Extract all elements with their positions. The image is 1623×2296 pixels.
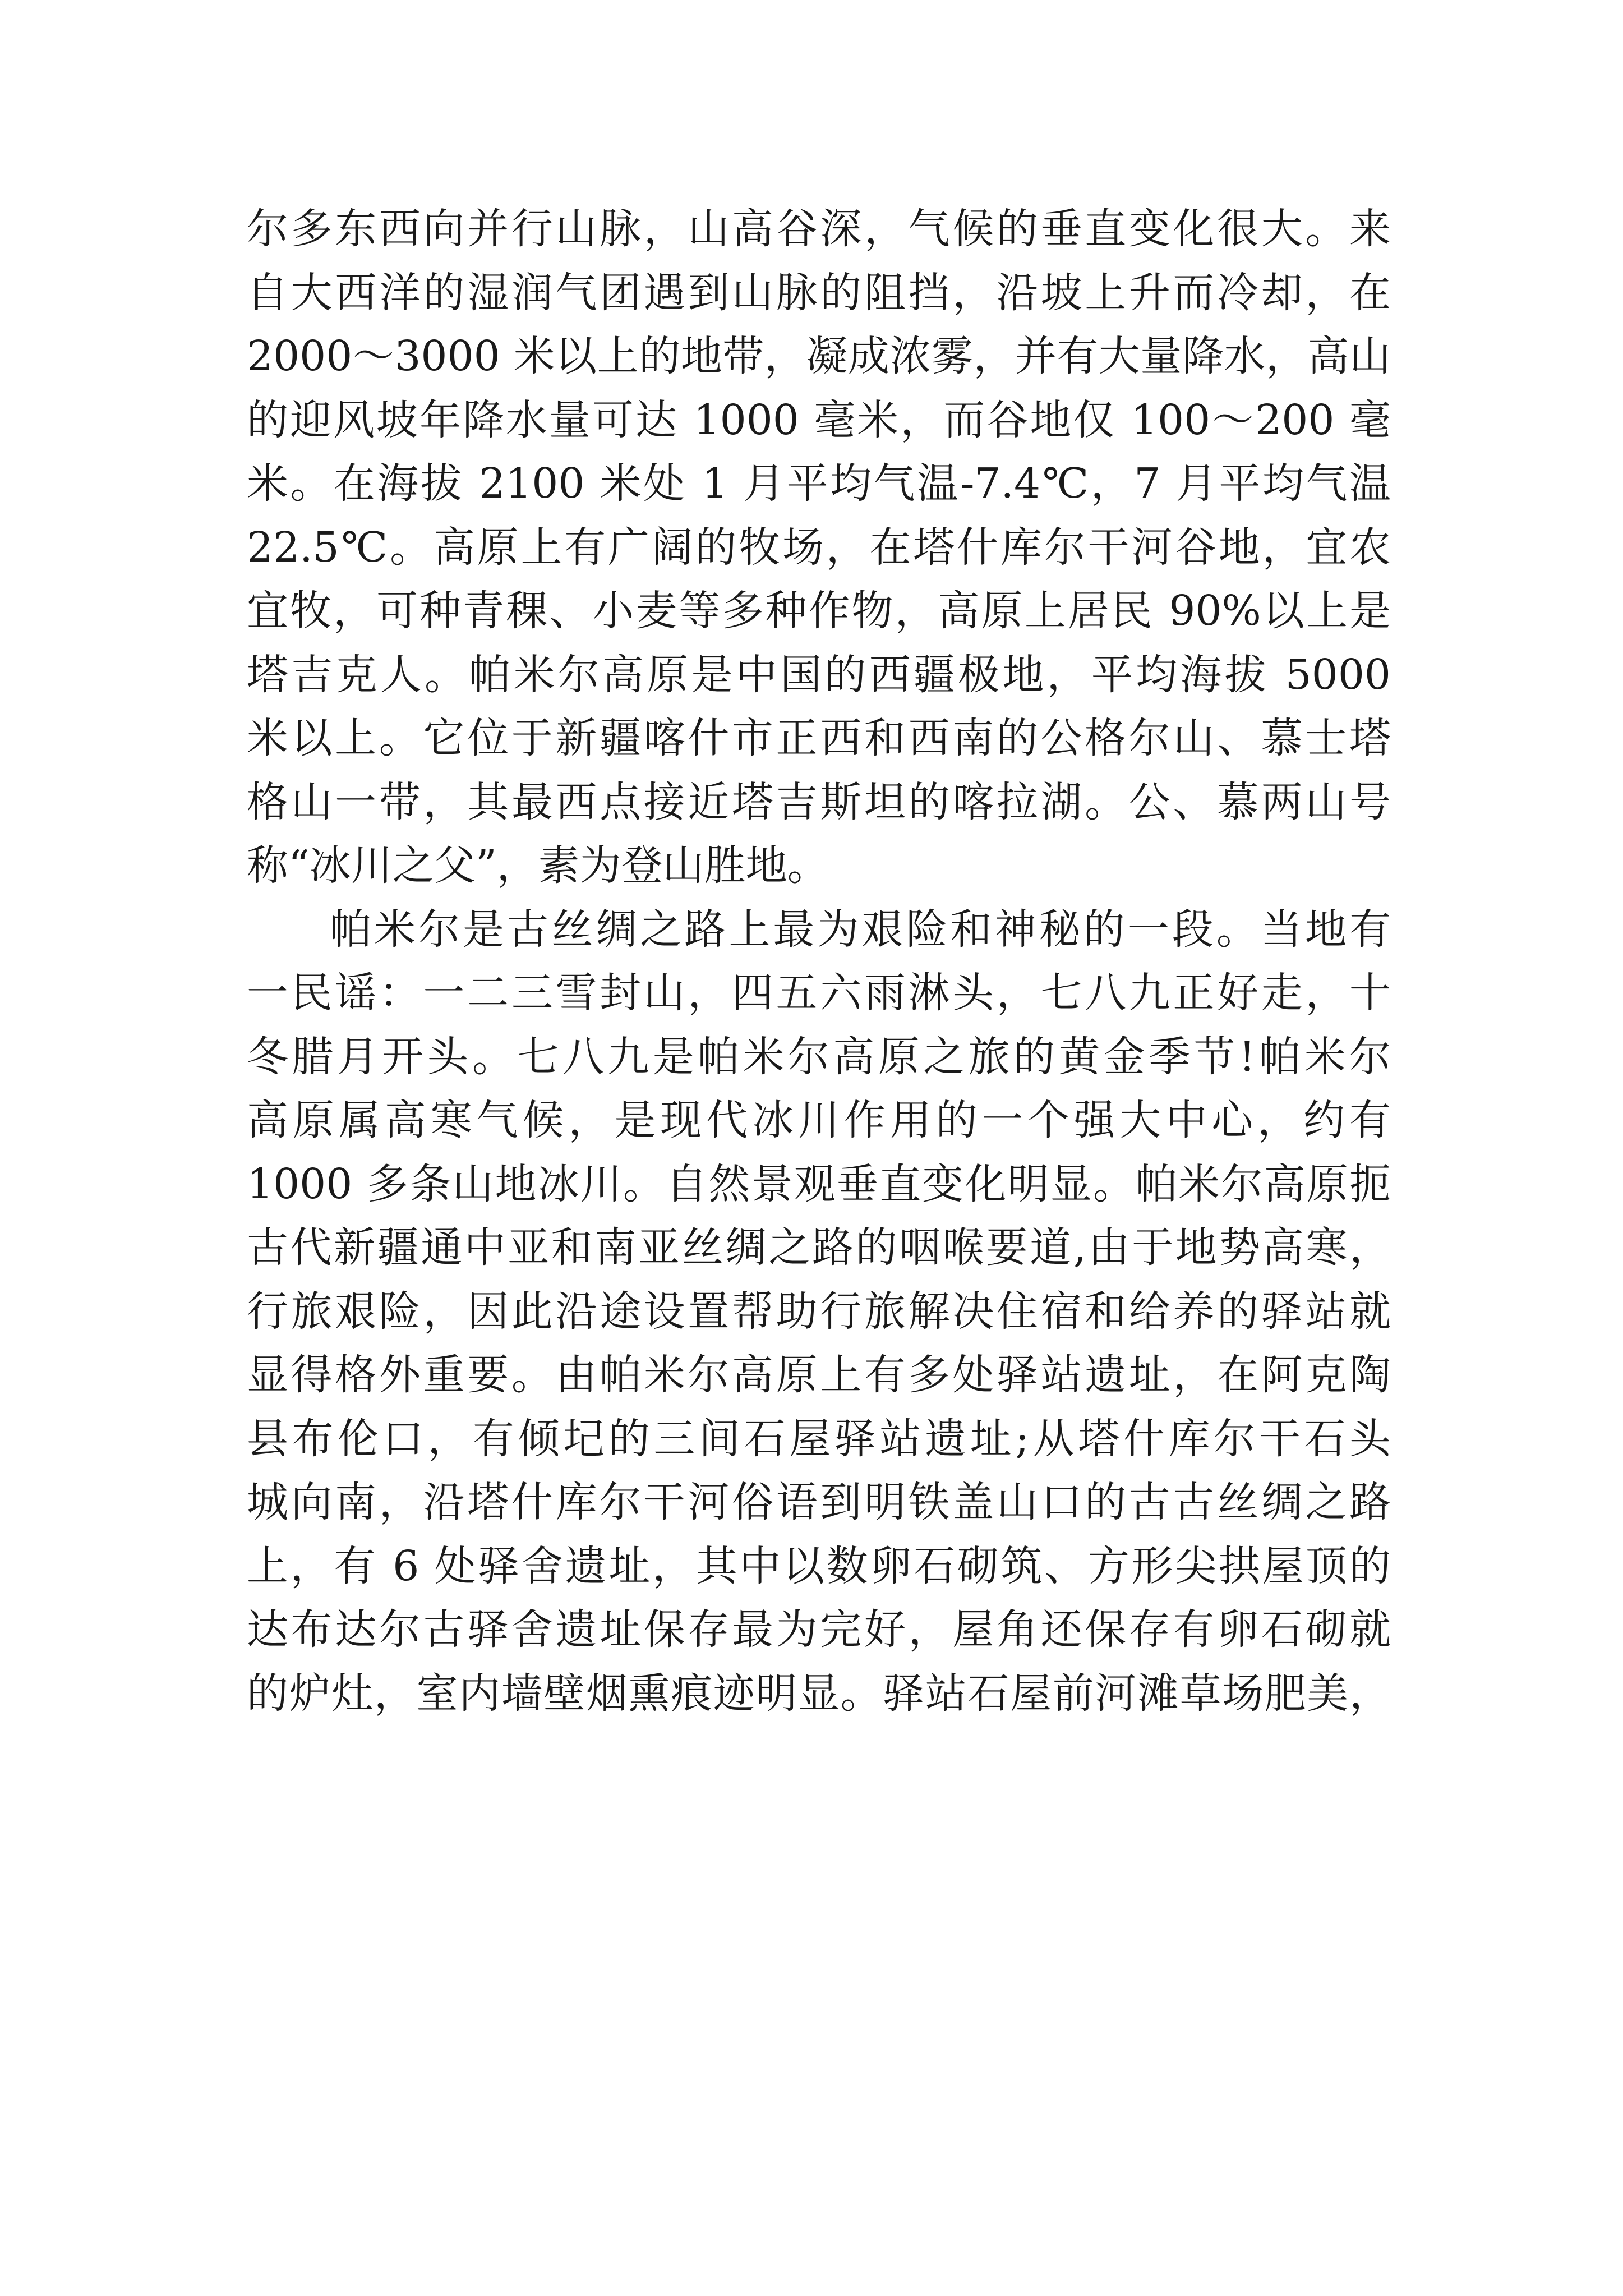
text-line: 米。在海拔 2100 米处 1 月平均气温-7.4℃，7 月平均气温 — [247, 459, 1391, 508]
text-line: 米以上。它位于新疆喀什市正西和西南的公格尔山、慕士塔 — [247, 714, 1391, 762]
text-line: 塔吉克人。帕米尔高原是中国的西疆极地，平均海拔 5000 — [247, 650, 1391, 699]
text-line: 尔多东西向并行山脉，山高谷深，气候的垂直变化很大。来 — [247, 205, 1391, 253]
text-line: 古代新疆通中亚和南亚丝绸之路的咽喉要道,由于地势高寒， — [247, 1223, 1391, 1272]
text-line: 称“冰川之父”，素为登山胜地。 — [247, 841, 829, 890]
text-line: 冬腊月开头。七八九是帕米尔高原之旅的黄金季节!帕米尔 — [247, 1032, 1391, 1081]
text-line: 自大西洋的湿润气团遇到山脉的阻挡，沿坡上升而冷却，在 — [247, 268, 1391, 317]
text-line: 22.5℃。高原上有广阔的牧场，在塔什库尔干河谷地，宜农 — [247, 523, 1391, 572]
text-line: 行旅艰险，因此沿途设置帮助行旅解决住宿和给养的驿站就 — [247, 1287, 1391, 1336]
paragraph-2 — [247, 898, 1391, 1726]
paragraph-1 — [247, 197, 1391, 898]
text-line: 一民谣：一二三雪封山，四五六雨淋头，七八九正好走，十 — [247, 969, 1391, 1017]
text-line: 的炉灶，室内墙壁烟熏痕迹明显。驿站石屋前河滩草场肥美， — [247, 1669, 1391, 1718]
text-line: 城向南，沿塔什库尔干河俗语到明铁盖山口的古古丝绸之路 — [247, 1478, 1391, 1526]
text-line: 宜牧，可种青稞、小麦等多种作物，高原上居民 90%以上是 — [247, 587, 1391, 635]
text-line: 县布伦口，有倾圮的三间石屋驿站遗址;从塔什库尔干石头 — [247, 1414, 1391, 1463]
text-line: 高原属高寒气候，是现代冰川作用的一个强大中心，约有 — [247, 1096, 1391, 1144]
text-line: 显得格外重要。由帕米尔高原上有多处驿站遗址，在阿克陶 — [247, 1351, 1391, 1399]
text-line: 2000～3000 米以上的地带，凝成浓雾，并有大量降水，高山 — [247, 332, 1391, 380]
text-line: 上，有 6 处驿舍遗址，其中以数卵石砌筑、方形尖拱屋顶的 — [247, 1542, 1391, 1590]
text-line: 格山一带，其最西点接近塔吉斯坦的喀拉湖。公、慕两山号 — [247, 777, 1391, 826]
document-body — [247, 197, 1391, 1726]
text-line: 帕米尔是古丝绸之路上最为艰险和神秘的一段。当地有 — [330, 905, 1391, 954]
text-line: 达布达尔古驿舍遗址保存最为完好，屋角还保存有卵石砌就 — [247, 1605, 1391, 1654]
text-line: 的迎风坡年降水量可达 1000 毫米，而谷地仅 100～200 毫 — [247, 395, 1391, 444]
text-line: 1000 多条山地冰川。自然景观垂直变化明显。帕米尔高原扼 — [247, 1159, 1391, 1208]
